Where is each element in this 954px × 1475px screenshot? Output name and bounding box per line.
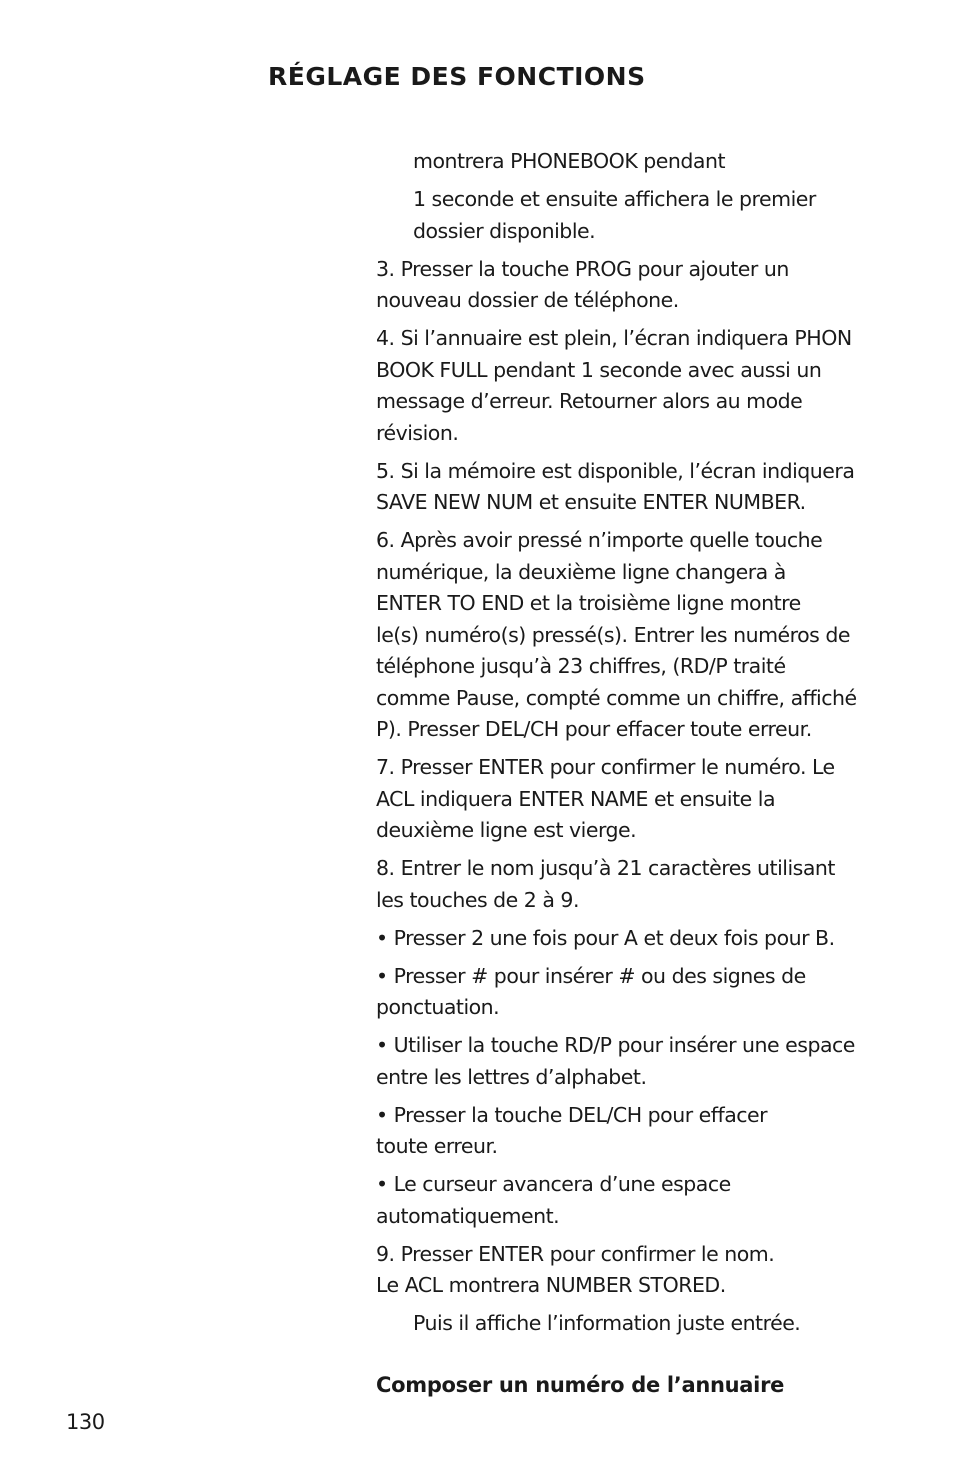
text-line: ponctuation. xyxy=(376,995,500,1019)
step-4 xyxy=(376,323,888,449)
text-line: BOOK FULL pendant 1 seconde avec aussi un xyxy=(376,357,822,382)
text-line: montrera PHONEBOOK pendant xyxy=(413,149,725,173)
text-line: 4. Si l’annuaire est plein, l’écran indiquera PHON xyxy=(376,326,852,350)
text-line: numérique, la deuxième ligne changera à xyxy=(376,559,786,584)
step-9 xyxy=(376,1239,888,1302)
bullet-item xyxy=(376,1169,888,1232)
step-7 xyxy=(376,752,888,847)
step-9-continuation xyxy=(376,1308,888,1340)
text-line: • Le curseur avancera d’une espace xyxy=(376,1172,731,1196)
text-line: téléphone jusqu’à 23 chiffres, (RD/P traité xyxy=(376,654,786,678)
text-line: 1 seconde et ensuite affichera le premier xyxy=(413,187,816,211)
text-line: • Utiliser la touche RD/P pour insérer une espace xyxy=(376,1033,855,1057)
text-line: le(s) numéro(s) pressé(s). Entrer les numéros de xyxy=(376,622,850,647)
text-line: 5. Si la mémoire est disponible, l’écran indiquera xyxy=(376,458,855,483)
step-6 xyxy=(376,525,888,714)
text-line: comme Pause, compté comme un chiffre, affiché xyxy=(376,685,857,710)
bullet-item xyxy=(376,1100,888,1163)
instructions-column xyxy=(376,146,888,1346)
bullet-item xyxy=(376,923,888,955)
text-line: nouveau dossier de téléphone. xyxy=(376,288,679,312)
page-title: RÉGLAGE DES FONCTIONS xyxy=(268,62,646,91)
text-line: P). Presser DEL/CH pour effacer toute erreur. xyxy=(376,717,812,741)
text-line: révision. xyxy=(376,420,459,445)
text-line: dossier disponible. xyxy=(413,218,596,243)
text-line: entre les lettres d’alphabet. xyxy=(376,1064,647,1089)
step-8 xyxy=(376,853,888,916)
text-line: ACL indiquera ENTER NAME et ensuite la xyxy=(376,786,776,811)
text-line: toute erreur. xyxy=(376,1134,498,1158)
text-line: automatiquement. xyxy=(376,1203,560,1228)
step-5 xyxy=(376,456,888,519)
text-line: les touches de 2 à 9. xyxy=(376,887,579,912)
step-6-continuation xyxy=(376,714,888,746)
step-3 xyxy=(376,254,888,317)
text-line: message d’erreur. Retourner alors au mode xyxy=(376,389,803,413)
text-line: Le ACL montrera NUMBER STORED. xyxy=(376,1273,726,1297)
text-line: ENTER TO END et la troisième ligne montre xyxy=(376,591,801,615)
text-line: deuxième ligne est vierge. xyxy=(376,818,637,842)
text-line: Puis il affiche l’information juste entrée. xyxy=(413,1311,801,1335)
text-line: 3. Presser la touche PROG pour ajouter un xyxy=(376,256,789,281)
intro-paragraph xyxy=(376,146,888,178)
text-line: SAVE NEW NUM et ensuite ENTER NUMBER. xyxy=(376,490,806,514)
section-subheading: Composer un numéro de l’annuaire xyxy=(376,1373,785,1397)
text-line: 6. Après avoir pressé n’importe quelle touche xyxy=(376,528,823,552)
text-line: • Presser 2 une fois pour A et deux fois pour B. xyxy=(376,925,835,950)
text-line: • Presser la touche DEL/CH pour effacer xyxy=(376,1102,768,1127)
text-line: 9. Presser ENTER pour confirmer le nom. xyxy=(376,1241,775,1266)
bullet-item xyxy=(376,961,888,1024)
bullet-item xyxy=(376,1030,888,1093)
text-line: 8. Entrer le nom jusqu’à 21 caractères utilisant xyxy=(376,856,835,880)
text-line: • Presser # pour insérer # ou des signes de xyxy=(376,963,806,988)
page-number: 130 xyxy=(66,1410,105,1434)
text-line: 7. Presser ENTER pour confirmer le numéro. Le xyxy=(376,755,835,779)
intro-paragraph xyxy=(376,184,888,247)
